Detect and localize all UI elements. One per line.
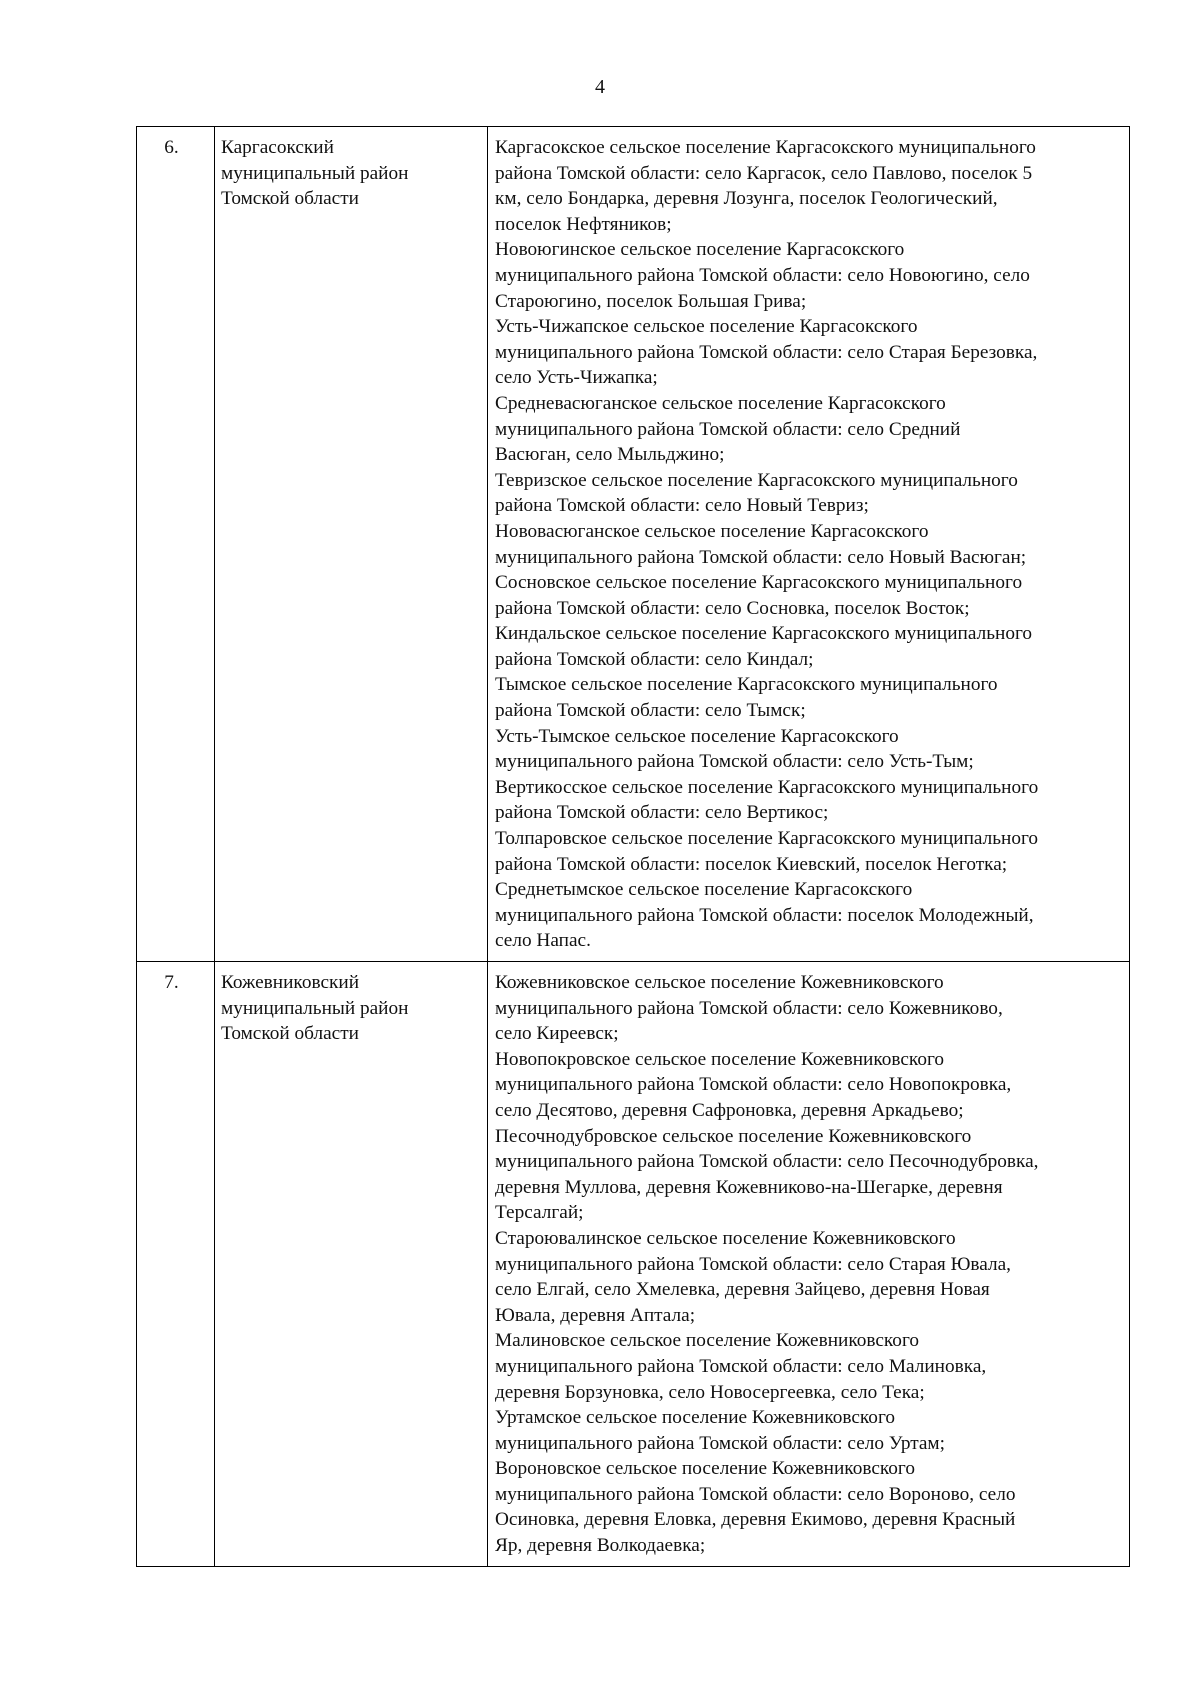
settlement-line: муниципального района Томской области: село Уртам; — [495, 1432, 945, 1454]
district-line: Томской области — [221, 188, 359, 210]
settlement-line: муниципального района Томской области: село Старая Березовка, — [495, 341, 1038, 363]
settlement-line: Вертикосское сельское поселение Каргасокского муниципального — [495, 776, 1039, 798]
settlement-line: района Томской области: село Сосновка, поселок Восток; — [495, 597, 970, 619]
settlement-line: Нововасюганское сельское поселение Каргасокского — [495, 520, 929, 542]
row-number: 7. — [137, 962, 215, 1567]
settlement-line: Новоюгинское сельское поселение Каргасокского — [495, 239, 905, 261]
settlement-line: Терсалгай; — [495, 1202, 584, 1224]
settlement-line: Средневасюганское сельское поселение Каргасокского — [495, 392, 946, 414]
settlement-line: Кожевниковское сельское поселение Кожевниковского — [495, 972, 944, 993]
settlement-line: Староювалинское сельское поселение Кожевниковского — [495, 1227, 956, 1249]
district-name — [215, 962, 488, 1567]
district-line: муниципальный район — [221, 997, 409, 1019]
settlement-line: муниципального района Томской области: село Вороново, село — [495, 1483, 1016, 1505]
settlement-line: деревня Муллова, деревня Кожевниково-на-Шегарке, деревня — [495, 1176, 1003, 1198]
settlement-line: село Десятово, деревня Сафроновка, деревня Аркадьево; — [495, 1099, 964, 1121]
settlement-line: муниципального района Томской области: село Новоюгино, село — [495, 264, 1030, 286]
settlements-table — [136, 126, 1130, 1567]
settlement-line: поселок Нефтяников; — [495, 213, 672, 235]
settlement-line: Новопокровское сельское поселение Кожевниковского — [495, 1048, 945, 1070]
settlement-line: Осиновка, деревня Еловка, деревня Екимово, деревня Красный — [495, 1509, 1016, 1531]
settlement-line: Усть-Чижапское сельское поселение Каргасокского — [495, 316, 918, 338]
settlement-line: района Томской области: село Новый Тевриз; — [495, 495, 869, 517]
settlement-line: Яр, деревня Волкодаевка; — [495, 1535, 706, 1557]
settlement-line: деревня Борзуновка, село Новосергеевка, село Тека; — [495, 1381, 925, 1403]
settlement-line: Толпаровское сельское поселение Каргасокского муниципального — [495, 828, 1039, 850]
page-number: 4 — [595, 76, 605, 98]
district-line: Томской области — [221, 1023, 359, 1045]
settlement-line: село Елгай, село Хмелевка, деревня Зайцево, деревня Новая — [495, 1279, 990, 1301]
settlement-line: муниципального района Томской области: поселок Молодежный, — [495, 904, 1034, 926]
settlements-list — [488, 127, 1130, 962]
settlement-line: муниципального района Томской области: село Малиновка, — [495, 1355, 987, 1377]
settlement-line: км, село Бондарка, деревня Лозунга, поселок Геологический, — [495, 188, 998, 210]
district-name — [215, 127, 488, 962]
district-line: Кожевниковский — [221, 972, 360, 993]
settlement-line: Тымское сельское поселение Каргасокского муниципального — [495, 674, 998, 696]
settlements-list — [488, 962, 1130, 1567]
settlement-line: Киндальское сельское поселение Каргасокского муниципального — [495, 623, 1033, 645]
settlement-line: село Усть-Чижапка; — [495, 367, 658, 389]
district-line: муниципальный район — [221, 162, 409, 184]
settlement-line: муниципального района Томской области: село Песочнодубровка, — [495, 1151, 1039, 1173]
settlement-line: Каргасокское сельское поселение Каргасокского муниципального — [495, 137, 1036, 158]
settlement-line: района Томской области: поселок Киевский, поселок Неготка; — [495, 853, 1008, 875]
row-number: 6. — [137, 127, 215, 962]
settlement-line: Среднетымское сельское поселение Каргасокского — [495, 879, 913, 901]
settlement-line: района Томской области: село Киндал; — [495, 648, 814, 670]
settlement-line: Староюгино, поселок Большая Грива; — [495, 290, 807, 312]
settlement-line: село Киреевск; — [495, 1023, 619, 1045]
settlement-line: района Томской области: село Тымск; — [495, 700, 806, 722]
settlement-line: Усть-Тымское сельское поселение Каргасокского — [495, 725, 899, 747]
settlement-line: Малиновское сельское поселение Кожевниковского — [495, 1330, 920, 1352]
settlement-line: Тевризское сельское поселение Каргасокского муниципального — [495, 469, 1018, 491]
district-line: Каргасокский — [221, 137, 334, 158]
settlement-line: муниципального района Томской области: село Новый Васюган; — [495, 546, 1027, 568]
settlement-line: района Томской области: село Вертикос; — [495, 802, 829, 824]
table-row — [137, 962, 1130, 1567]
settlement-line: муниципального района Томской области: село Старая Ювала, — [495, 1253, 1011, 1275]
settlement-line: муниципального района Томской области: село Новопокровка, — [495, 1074, 1012, 1096]
settlement-line: Васюган, село Мыльджино; — [495, 444, 725, 466]
settlement-line: муниципального района Томской области: село Кожевниково, — [495, 997, 1003, 1019]
settlement-line: Вороновское сельское поселение Кожевниковского — [495, 1458, 915, 1480]
settlement-line: муниципального района Томской области: село Средний — [495, 418, 961, 440]
table-body — [137, 127, 1130, 1567]
settlement-line: село Напас. — [495, 930, 591, 952]
settlement-line: муниципального района Томской области: село Усть-Тым; — [495, 751, 974, 773]
settlement-line: Уртамское сельское поселение Кожевниковского — [495, 1407, 896, 1429]
settlement-line: Ювала, деревня Аптала; — [495, 1304, 696, 1326]
settlement-line: района Томской области: село Каргасок, село Павлово, поселок 5 — [495, 162, 1033, 184]
table-row — [137, 127, 1130, 962]
settlement-line: Песочнодубровское сельское поселение Кожевниковского — [495, 1125, 972, 1147]
settlement-line: Сосновское сельское поселение Каргасокского муниципального — [495, 572, 1023, 594]
